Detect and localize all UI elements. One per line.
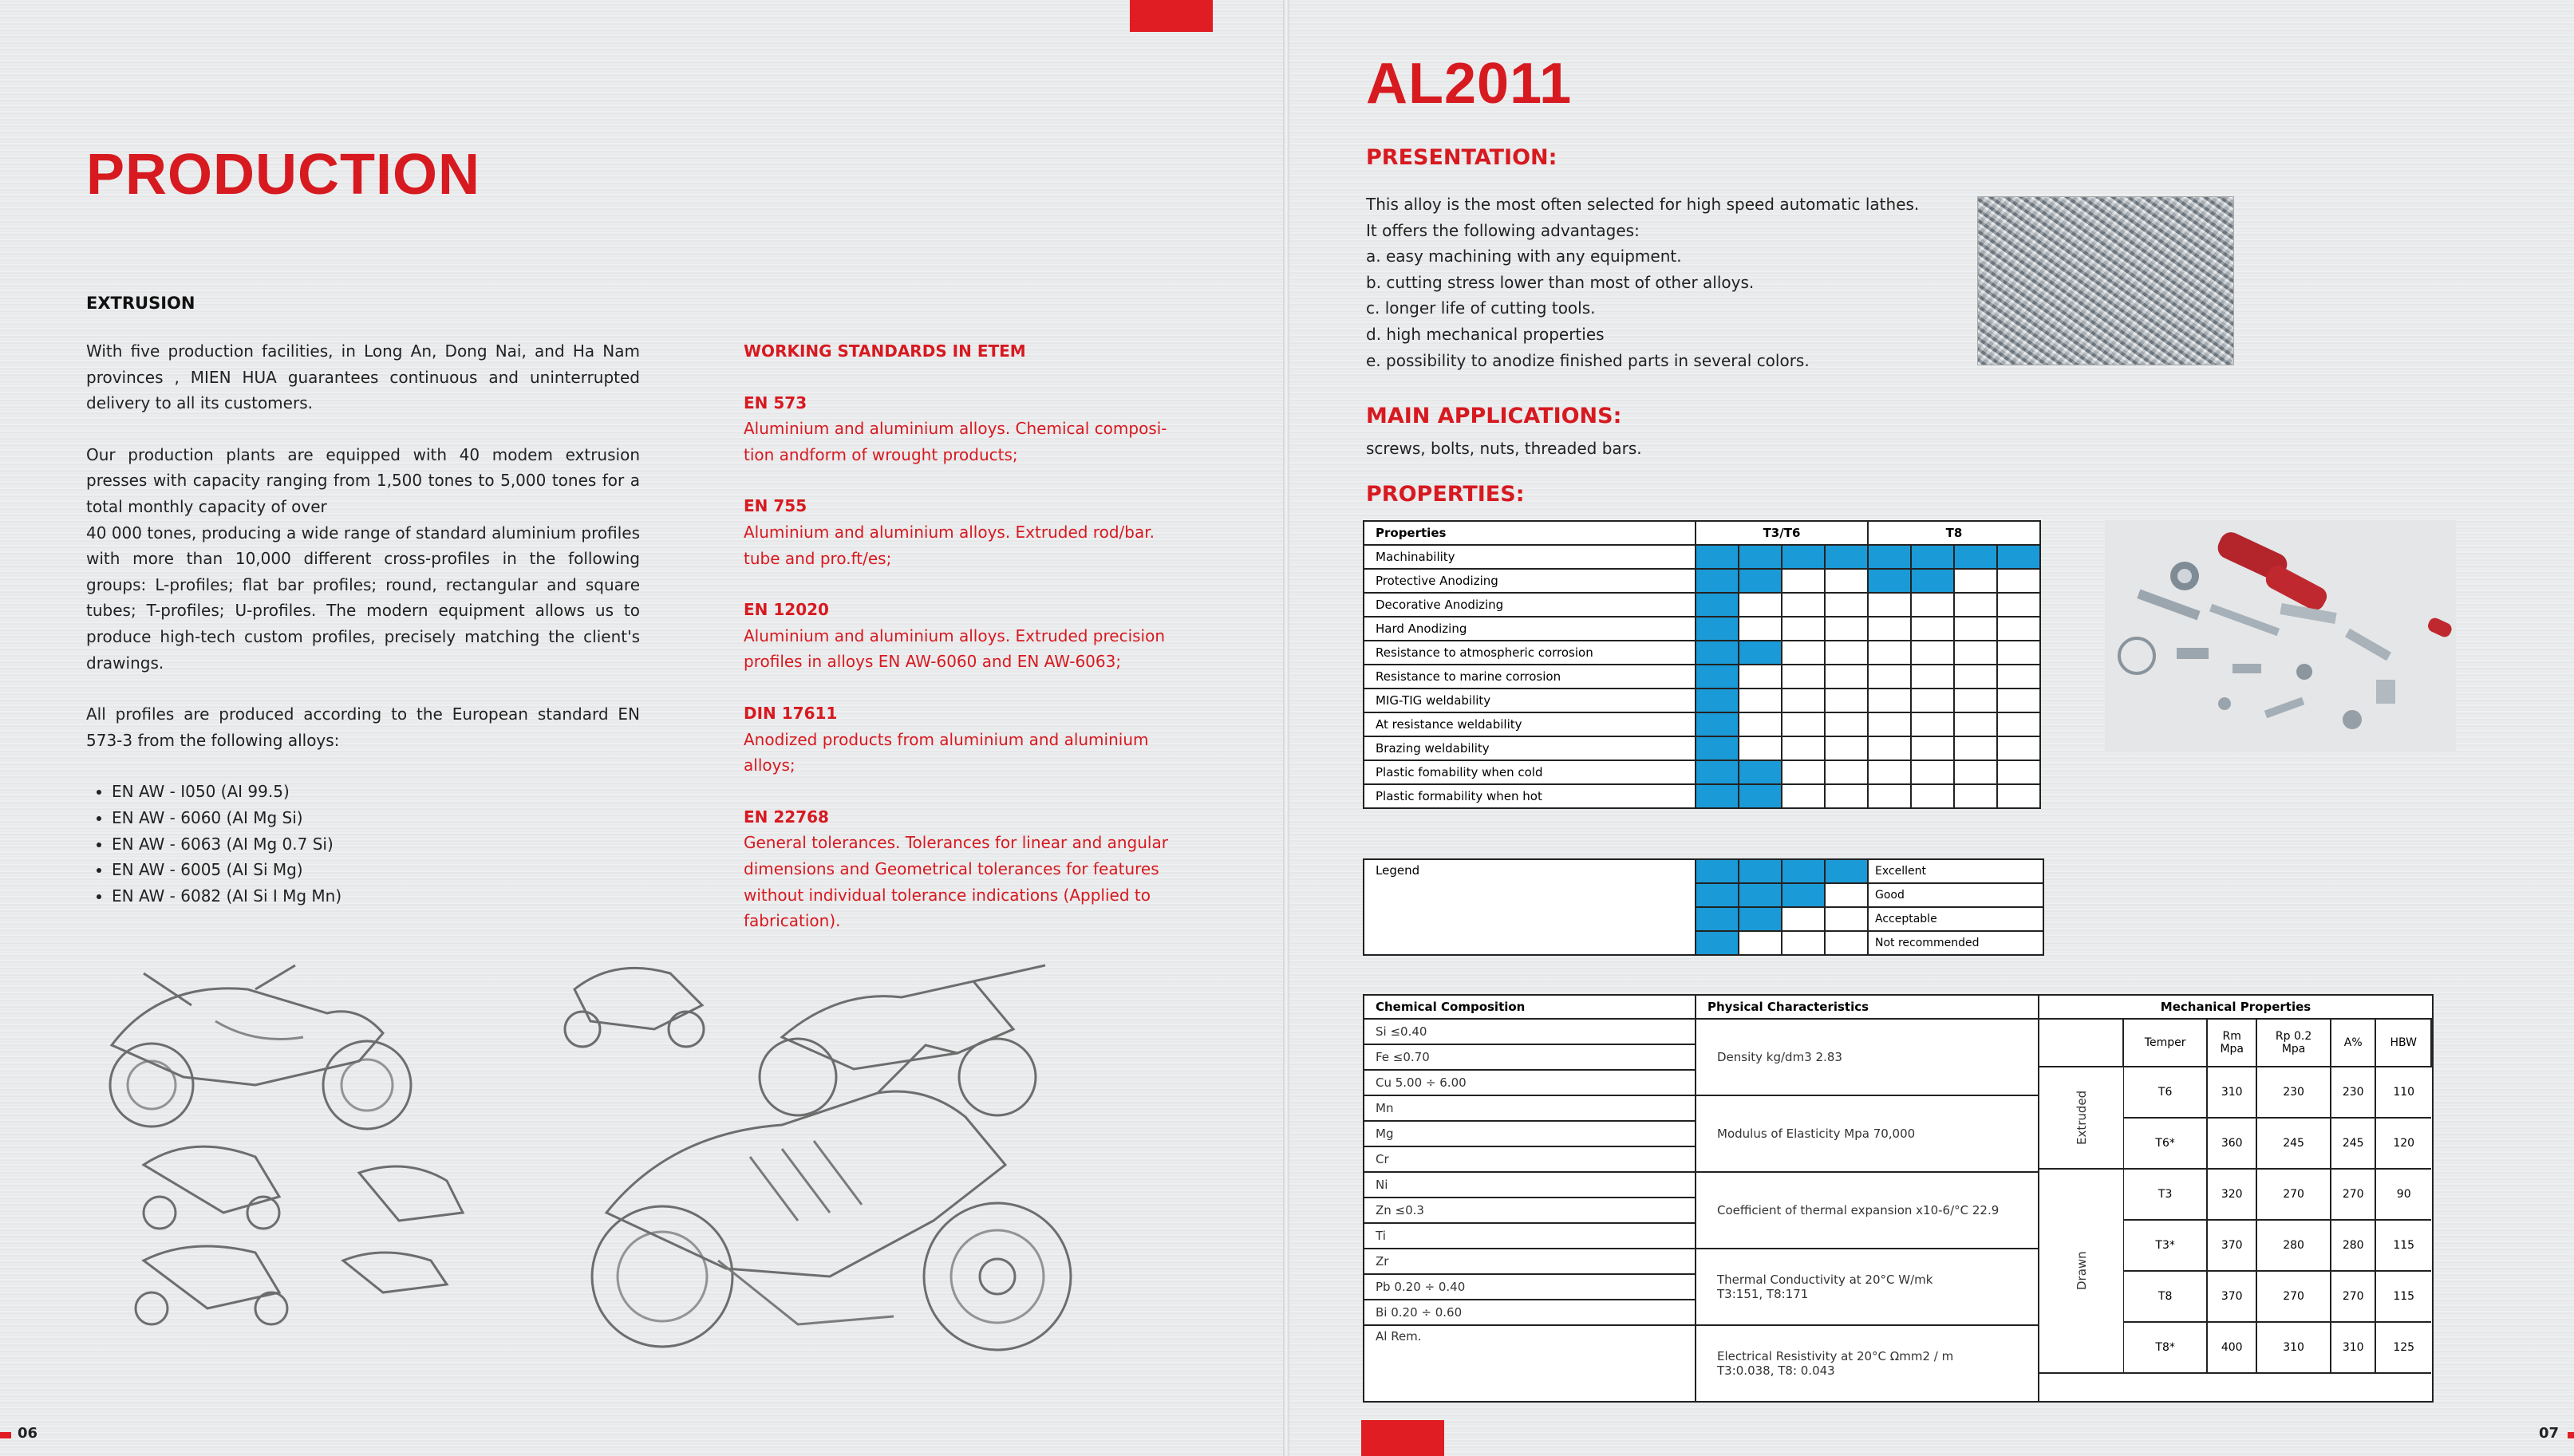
physical-value: Density kg/dm3 2.83 bbox=[1696, 1020, 2038, 1095]
rating-cell bbox=[1868, 569, 1911, 593]
properties-heading: PROPERTIES: bbox=[1366, 482, 1525, 507]
rating-cell bbox=[1696, 641, 1739, 665]
chemical-value: Cu 5.00 ÷ 6.00 bbox=[1364, 1070, 1695, 1095]
legend-swatch bbox=[1739, 931, 1782, 955]
physical-value: Modulus of Elasticity Mpa 70,000 bbox=[1696, 1095, 2038, 1172]
chemical-row bbox=[1364, 1172, 1695, 1198]
property-label: Hard Anodizing bbox=[1364, 617, 1696, 641]
legend-swatch bbox=[1782, 859, 1825, 883]
rating-cell bbox=[1954, 545, 1997, 569]
properties-row bbox=[1364, 545, 2040, 569]
page-marker bbox=[0, 1432, 11, 1438]
mechanical-value: 360 bbox=[2207, 1118, 2256, 1169]
rating-cell bbox=[1911, 593, 1954, 617]
physical-row bbox=[1696, 1172, 2038, 1249]
aluminium-chips-image bbox=[1977, 196, 2234, 365]
list-item: • EN AW - 6060 (AI Mg Si) bbox=[112, 805, 640, 831]
mechanical-value: T6 bbox=[2123, 1067, 2207, 1118]
t8-col-header: T8 bbox=[1868, 521, 2040, 545]
properties-row bbox=[1364, 569, 2040, 593]
rating-cell bbox=[1739, 641, 1782, 665]
chemical-value: Fe ≤0.70 bbox=[1364, 1044, 1695, 1070]
page-title: PRODUCTION bbox=[86, 143, 480, 207]
mechanical-value: 280 bbox=[2331, 1220, 2375, 1271]
mechanical-col-header: Temper bbox=[2123, 1020, 2207, 1067]
presentation-line: d. high mechanical properties bbox=[1366, 324, 1605, 344]
rating-cell bbox=[1782, 545, 1825, 569]
mechanical-value: 270 bbox=[2256, 1271, 2331, 1322]
rating-cell bbox=[1911, 569, 1954, 593]
rating-cell bbox=[1825, 712, 1868, 736]
properties-col-header: Properties bbox=[1364, 521, 1696, 545]
mechanical-value: 370 bbox=[2207, 1271, 2256, 1322]
group-label: Drawn bbox=[2039, 1169, 2123, 1373]
rating-cell bbox=[1954, 736, 1997, 760]
legend-swatch bbox=[1696, 907, 1739, 931]
rating-cell bbox=[1954, 641, 1997, 665]
legend-swatch bbox=[1782, 931, 1825, 955]
mechanical-row bbox=[2039, 1169, 2431, 1220]
mechanical-header: Mechanical Properties bbox=[2039, 995, 2433, 1019]
mechanical-col-header: Rp 0.2 Mpa bbox=[2256, 1020, 2331, 1067]
chemical-row bbox=[1364, 1020, 1695, 1044]
properties-row bbox=[1364, 760, 2040, 784]
properties-body bbox=[1364, 545, 2040, 808]
rating-cell bbox=[1739, 760, 1782, 784]
mechanical-value: 270 bbox=[2331, 1169, 2375, 1220]
mechanical-value: 120 bbox=[2375, 1118, 2431, 1169]
rating-cell bbox=[1696, 545, 1739, 569]
legend-swatch bbox=[1782, 883, 1825, 907]
rating-cell bbox=[1739, 617, 1782, 641]
mechanical-value: 320 bbox=[2207, 1169, 2256, 1220]
extrusion-text bbox=[86, 338, 640, 909]
rating-cell bbox=[1825, 593, 1868, 617]
rating-cell bbox=[1696, 689, 1739, 712]
rating-cell bbox=[1696, 736, 1739, 760]
rating-cell bbox=[1739, 784, 1782, 808]
legend-label: Legend bbox=[1364, 859, 1696, 955]
chemical-row bbox=[1364, 1095, 1695, 1121]
rating-cell bbox=[1954, 665, 1997, 689]
rating-cell bbox=[1696, 617, 1739, 641]
rating-cell bbox=[1997, 593, 2040, 617]
chemical-row bbox=[1364, 1325, 1695, 1379]
rating-cell bbox=[1825, 736, 1868, 760]
chemical-value: Al Rem. bbox=[1364, 1325, 1695, 1379]
rating-cell bbox=[1782, 665, 1825, 689]
list-item: • EN AW - I050 (AI 99.5) bbox=[112, 779, 640, 805]
legend-swatch bbox=[1696, 859, 1739, 883]
mechanical-value: 270 bbox=[2331, 1271, 2375, 1322]
physical-value: Coefficient of thermal expansion x10-6/°C 22.9 bbox=[1696, 1172, 2038, 1249]
rating-cell bbox=[1997, 712, 2040, 736]
page-marker bbox=[2568, 1432, 2574, 1438]
presentation-line: b. cutting stress lower than most of other alloys. bbox=[1366, 272, 1755, 292]
legend-swatch bbox=[1825, 883, 1868, 907]
properties-row bbox=[1364, 712, 2040, 736]
standard-code: EN 22768 bbox=[744, 807, 829, 827]
rating-cell bbox=[1782, 760, 1825, 784]
mechanical-value: T6* bbox=[2123, 1118, 2207, 1169]
property-label: Resistance to atmospheric corrosion bbox=[1364, 641, 1696, 665]
standard-code: DIN 17611 bbox=[744, 703, 838, 723]
group-header-blank bbox=[2039, 1020, 2123, 1067]
t3t6-col-header: T3/T6 bbox=[1696, 521, 1868, 545]
chemical-value: Zr bbox=[1364, 1249, 1695, 1274]
paragraph: Our production plants are equipped with 40 modem extrusion presses with capacity ranging from 1,500 tones to 5,000 tones for a total monthly capacity of over bbox=[86, 444, 640, 516]
mechanical-col-header: A% bbox=[2331, 1020, 2375, 1067]
mechanical-value: 310 bbox=[2207, 1067, 2256, 1118]
chemical-value: Ti bbox=[1364, 1223, 1695, 1249]
rating-cell bbox=[1782, 689, 1825, 712]
rating-cell bbox=[1782, 617, 1825, 641]
rating-cell bbox=[1696, 784, 1739, 808]
physical-value: Thermal Conductivity at 20°C W/mk T3:151, T8:171 bbox=[1696, 1249, 2038, 1325]
applications-text: screws, bolts, nuts, threaded bars. bbox=[1366, 439, 1642, 458]
rating-cell bbox=[1954, 712, 1997, 736]
mechanical-value: 310 bbox=[2331, 1322, 2375, 1373]
rating-cell bbox=[1825, 641, 1868, 665]
rating-cell bbox=[1911, 641, 1954, 665]
standards-block bbox=[744, 338, 1181, 934]
standard-desc: Anodized products from aluminium and aluminium alloys; bbox=[744, 729, 1149, 775]
mechanical-value: 110 bbox=[2375, 1067, 2431, 1118]
rating-cell bbox=[1997, 665, 2040, 689]
paragraph: All profiles are produced according to the European standard EN 573-3 from the following alloys: bbox=[86, 704, 640, 750]
mechanical-value: 400 bbox=[2207, 1322, 2256, 1373]
paragraph: With five production facilities, in Long An, Dong Nai, and Ha Nam provinces , MIEN HUA guarantees continuous and uninterrupted delivery to all its customers. bbox=[86, 341, 640, 413]
chemical-row bbox=[1364, 1146, 1695, 1172]
standard-item bbox=[744, 597, 1181, 675]
rating-cell bbox=[1825, 760, 1868, 784]
rating-cell bbox=[1997, 784, 2040, 808]
rating-cell bbox=[1954, 593, 1997, 617]
mechanical-table bbox=[2039, 1020, 2432, 1374]
mechanical-value: T8* bbox=[2123, 1322, 2207, 1373]
standard-code: EN 12020 bbox=[744, 600, 829, 620]
rating-cell bbox=[1825, 784, 1868, 808]
physical-list bbox=[1696, 1020, 2038, 1401]
mechanical-row bbox=[2039, 1067, 2431, 1118]
rating-cell bbox=[1954, 617, 1997, 641]
rating-cell bbox=[1739, 712, 1782, 736]
mechanical-value: T3 bbox=[2123, 1169, 2207, 1220]
mechanical-value: 115 bbox=[2375, 1271, 2431, 1322]
rating-cell bbox=[1911, 617, 1954, 641]
legend-text: Excellent bbox=[1868, 859, 2043, 883]
legend-swatch bbox=[1739, 907, 1782, 931]
rating-cell bbox=[1825, 617, 1868, 641]
rating-cell bbox=[1954, 569, 1997, 593]
rating-cell bbox=[1997, 569, 2040, 593]
standard-desc: Aluminium and aluminium alloys. Chemical composi- tion andform of wrought products; bbox=[744, 419, 1167, 464]
page-number: 07 bbox=[2539, 1425, 2560, 1442]
applications-heading: MAIN APPLICATIONS: bbox=[1366, 404, 1622, 428]
physical-row bbox=[1696, 1095, 2038, 1172]
rating-cell bbox=[1868, 760, 1911, 784]
physical-header: Physical Characteristics bbox=[1696, 995, 2039, 1019]
chemical-header: Chemical Composition bbox=[1364, 995, 1696, 1019]
chemical-value: Si ≤0.40 bbox=[1364, 1020, 1695, 1044]
standard-desc: Aluminium and aluminium alloys. Extruded precision profiles in alloys EN AW-6060 and EN AW-6063; bbox=[744, 625, 1166, 672]
extrusion-heading: EXTRUSION bbox=[86, 294, 195, 313]
list-item: • EN AW - 6082 (AI Si I Mg Mn) bbox=[112, 883, 640, 910]
rating-cell bbox=[1696, 712, 1739, 736]
mechanical-value: 125 bbox=[2375, 1322, 2431, 1373]
rating-cell bbox=[1825, 545, 1868, 569]
property-label: Plastic fomability when cold bbox=[1364, 760, 1696, 784]
rating-cell bbox=[1997, 736, 2040, 760]
composition-table bbox=[1363, 994, 2434, 1403]
legend-swatch bbox=[1825, 907, 1868, 931]
rating-cell bbox=[1997, 760, 2040, 784]
physical-row bbox=[1696, 1325, 2038, 1401]
rating-cell bbox=[1954, 689, 1997, 712]
physical-row bbox=[1696, 1020, 2038, 1095]
rating-cell bbox=[1911, 760, 1954, 784]
rating-cell bbox=[1997, 641, 2040, 665]
legend-swatch bbox=[1696, 883, 1739, 907]
mechanical-value: T8 bbox=[2123, 1271, 2207, 1322]
property-label: Brazing weldability bbox=[1364, 736, 1696, 760]
mechanical-col-header: Rm Mpa bbox=[2207, 1020, 2256, 1067]
mechanical-value: 90 bbox=[2375, 1169, 2431, 1220]
paragraph: 40 000 tones, producing a wide range of standard aluminium profiles with more than 10,000 different cross-profiles in the following groups: L-profiles; flat bar profiles; round, rectangular and square tubes; T-profiles; U-profiles. The modern equipment allows us to produce high-tech custom profiles, precisely matching the client's drawings. bbox=[86, 523, 640, 673]
mechanical-value: 280 bbox=[2256, 1220, 2331, 1271]
chemical-value: Mn bbox=[1364, 1095, 1695, 1121]
chemical-value: Bi 0.20 ÷ 0.60 bbox=[1364, 1300, 1695, 1325]
standard-code: EN 573 bbox=[744, 393, 807, 412]
legend-swatch bbox=[1825, 931, 1868, 955]
rating-cell bbox=[1868, 641, 1911, 665]
rating-cell bbox=[1782, 593, 1825, 617]
rating-cell bbox=[1825, 569, 1868, 593]
alloy-list bbox=[86, 779, 640, 909]
rating-cell bbox=[1954, 784, 1997, 808]
chemical-row bbox=[1364, 1121, 1695, 1146]
rating-cell bbox=[1739, 569, 1782, 593]
properties-row bbox=[1364, 641, 2040, 665]
physical-row bbox=[1696, 1249, 2038, 1325]
rating-cell bbox=[1911, 712, 1954, 736]
properties-row bbox=[1364, 784, 2040, 808]
properties-row bbox=[1364, 665, 2040, 689]
standard-item bbox=[744, 804, 1181, 934]
legend-swatch bbox=[1782, 907, 1825, 931]
mechanical-value: 230 bbox=[2256, 1067, 2331, 1118]
chemical-row bbox=[1364, 1274, 1695, 1300]
machined-parts-image bbox=[2105, 520, 2456, 752]
legend-swatch bbox=[1825, 859, 1868, 883]
standard-item bbox=[744, 700, 1181, 779]
rating-cell bbox=[1739, 545, 1782, 569]
mechanical-value: 245 bbox=[2256, 1118, 2331, 1169]
mechanical-col-header: HBW bbox=[2375, 1020, 2431, 1067]
bottom-red-tab bbox=[1361, 1420, 1444, 1456]
book-spine bbox=[1283, 0, 1289, 1456]
rating-cell bbox=[1782, 641, 1825, 665]
chemical-row bbox=[1364, 1223, 1695, 1249]
standard-desc: General tolerances. Tolerances for linear and angular dimensions and Geometrical tolerances for features without individual tolerance indications (Applied to fabrication). bbox=[744, 833, 1168, 931]
rating-cell bbox=[1954, 760, 1997, 784]
rating-cell bbox=[1868, 545, 1911, 569]
presentation-line: a. easy machining with any equipment. bbox=[1366, 247, 1682, 266]
rating-cell bbox=[1782, 569, 1825, 593]
rating-cell bbox=[1739, 736, 1782, 760]
rating-cell bbox=[1696, 593, 1739, 617]
rating-cell bbox=[1868, 784, 1911, 808]
standards-heading: WORKING STANDARDS IN ETEM bbox=[744, 341, 1026, 361]
rating-cell bbox=[1911, 736, 1954, 760]
group-label: Extruded bbox=[2039, 1067, 2123, 1169]
property-label: At resistance weldability bbox=[1364, 712, 1696, 736]
rating-cell bbox=[1868, 736, 1911, 760]
rating-cell bbox=[1782, 712, 1825, 736]
chemical-row bbox=[1364, 1300, 1695, 1325]
property-label: Machinability bbox=[1364, 545, 1696, 569]
page-number: 06 bbox=[18, 1425, 38, 1442]
mechanical-value: T3* bbox=[2123, 1220, 2207, 1271]
mechanical-header-row bbox=[2039, 1020, 2431, 1067]
chemical-value: Zn ≤0.3 bbox=[1364, 1198, 1695, 1223]
top-red-tab bbox=[1130, 0, 1213, 32]
presentation-line: It offers the following advantages: bbox=[1366, 220, 1640, 240]
mechanical-column bbox=[2039, 1019, 2433, 1402]
properties-row bbox=[1364, 617, 2040, 641]
physical-column bbox=[1696, 1019, 2039, 1402]
alloy-title: AL2011 bbox=[1366, 52, 1573, 116]
rating-cell bbox=[1868, 617, 1911, 641]
legend-swatch bbox=[1739, 859, 1782, 883]
presentation-list bbox=[1366, 191, 1972, 373]
properties-row bbox=[1364, 593, 2040, 617]
chemical-list bbox=[1364, 1020, 1695, 1379]
rating-cell bbox=[1825, 689, 1868, 712]
rating-cell bbox=[1911, 784, 1954, 808]
chemical-row bbox=[1364, 1198, 1695, 1223]
rating-cell bbox=[1997, 545, 2040, 569]
presentation-line: e. possibility to anodize finished parts in several colors. bbox=[1366, 350, 1810, 370]
rating-cell bbox=[1868, 665, 1911, 689]
chemical-value: Ni bbox=[1364, 1172, 1695, 1198]
chemical-value: Mg bbox=[1364, 1121, 1695, 1146]
standard-item bbox=[744, 493, 1181, 571]
rating-cell bbox=[1696, 760, 1739, 784]
properties-table bbox=[1363, 520, 2041, 809]
rating-cell bbox=[1997, 617, 2040, 641]
standard-desc: Aluminium and aluminium alloys. Extruded rod/bar. tube and pro.ft/es; bbox=[744, 522, 1155, 568]
physical-value: Electrical Resistivity at 20°C Ωmm2 / m T3:0.038, T8: 0.043 bbox=[1696, 1325, 2038, 1401]
rating-cell bbox=[1696, 569, 1739, 593]
property-label: Decorative Anodizing bbox=[1364, 593, 1696, 617]
legend-text: Not recommended bbox=[1868, 931, 2043, 955]
mechanical-value: 230 bbox=[2331, 1067, 2375, 1118]
presentation-line: This alloy is the most often selected for high speed automatic lathes. bbox=[1366, 195, 1920, 214]
rating-cell bbox=[1868, 689, 1911, 712]
rating-cell bbox=[1782, 784, 1825, 808]
mechanical-value: 245 bbox=[2331, 1118, 2375, 1169]
legend-swatch bbox=[1696, 931, 1739, 955]
list-item: • EN AW - 6005 (AI Si Mg) bbox=[112, 857, 640, 883]
property-label: Protective Anodizing bbox=[1364, 569, 1696, 593]
chemical-column bbox=[1364, 1019, 1696, 1402]
rating-cell bbox=[1911, 665, 1954, 689]
mechanical-value: 270 bbox=[2256, 1169, 2331, 1220]
chemical-row bbox=[1364, 1249, 1695, 1274]
rating-cell bbox=[1911, 545, 1954, 569]
presentation-heading: PRESENTATION: bbox=[1366, 145, 1557, 170]
legend-text: Acceptable bbox=[1868, 907, 2043, 931]
mechanical-value: 115 bbox=[2375, 1220, 2431, 1271]
chemical-row bbox=[1364, 1070, 1695, 1095]
property-label: MIG-TIG weldability bbox=[1364, 689, 1696, 712]
legend-table bbox=[1363, 858, 2044, 956]
mechanical-value: 370 bbox=[2207, 1220, 2256, 1271]
rating-cell bbox=[1739, 593, 1782, 617]
rating-cell bbox=[1868, 593, 1911, 617]
property-label: Resistance to marine corrosion bbox=[1364, 665, 1696, 689]
standard-code: EN 755 bbox=[744, 496, 807, 516]
rating-cell bbox=[1782, 736, 1825, 760]
legend-text: Good bbox=[1868, 883, 2043, 907]
mechanical-value: 310 bbox=[2256, 1322, 2331, 1373]
motorcycle-sketches-image bbox=[96, 957, 1149, 1388]
standard-item bbox=[744, 390, 1181, 468]
rating-cell bbox=[1739, 665, 1782, 689]
legend-body bbox=[1364, 859, 2043, 955]
rating-cell bbox=[1825, 665, 1868, 689]
chemical-row bbox=[1364, 1044, 1695, 1070]
chemical-value: Cr bbox=[1364, 1146, 1695, 1172]
list-item: • EN AW - 6063 (AI Mg 0.7 Si) bbox=[112, 831, 640, 858]
chemical-value: Pb 0.20 ÷ 0.40 bbox=[1364, 1274, 1695, 1300]
properties-row bbox=[1364, 689, 2040, 712]
rating-cell bbox=[1868, 712, 1911, 736]
property-label: Plastic formability when hot bbox=[1364, 784, 1696, 808]
rating-cell bbox=[1997, 689, 2040, 712]
rating-cell bbox=[1696, 665, 1739, 689]
presentation-line: c. longer life of cutting tools. bbox=[1366, 298, 1596, 318]
rating-cell bbox=[1911, 689, 1954, 712]
legend-swatch bbox=[1739, 883, 1782, 907]
rating-cell bbox=[1739, 689, 1782, 712]
legend-row bbox=[1364, 859, 2043, 883]
properties-row bbox=[1364, 736, 2040, 760]
